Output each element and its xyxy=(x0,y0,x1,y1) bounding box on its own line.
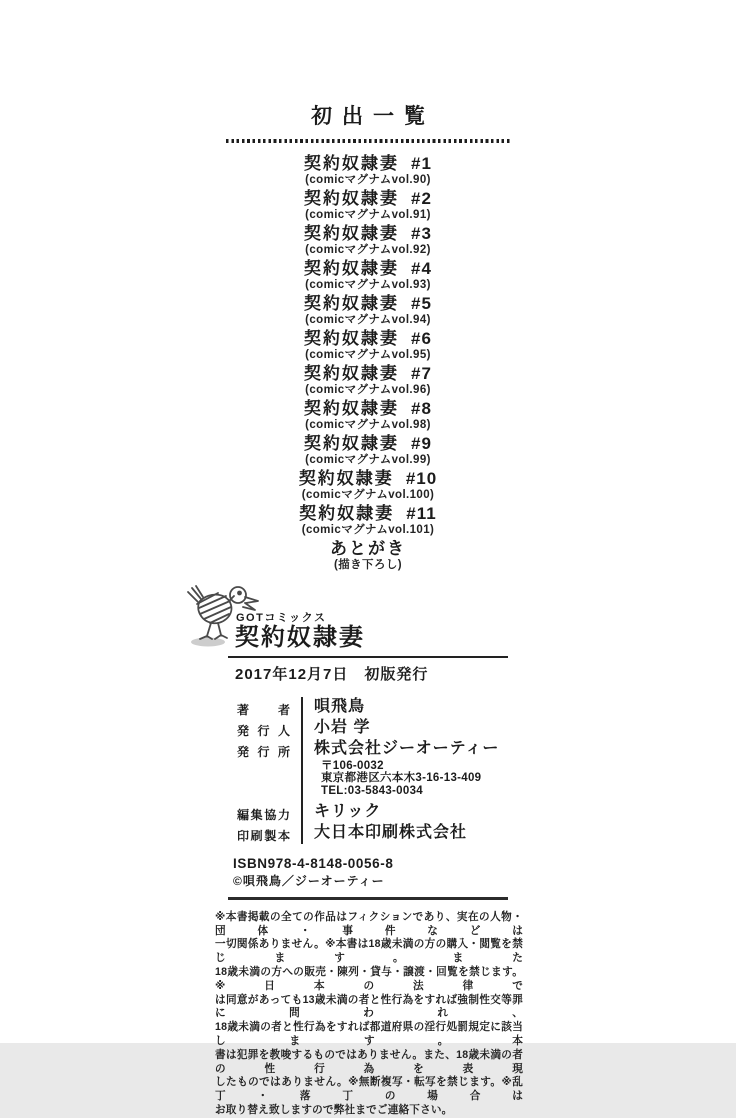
entry-name: あとがき xyxy=(330,538,406,558)
credit-label: 著者 xyxy=(237,703,290,717)
entry-number: #1 xyxy=(411,153,432,173)
entry-title xyxy=(0,189,736,209)
first-publication-list xyxy=(0,104,736,574)
disclaimer-line: 18歳未満の方への販売・陳列・貸与・譲渡・回覧を禁じます。※日本の法律で xyxy=(215,966,523,992)
credit-value-cell xyxy=(301,697,508,718)
credit-value-cell xyxy=(301,718,508,739)
publication-entry xyxy=(0,154,736,189)
entry-number: #10 xyxy=(405,468,438,488)
credit-sub xyxy=(314,760,508,799)
credit-value-cell xyxy=(301,823,508,844)
publication-entry xyxy=(0,539,736,574)
entry-title xyxy=(0,504,736,524)
entry-title xyxy=(0,434,736,454)
isbn: ISBN978-4-8148-0056-8 xyxy=(233,855,394,871)
publication-entries xyxy=(0,154,736,574)
entry-source: (comicマグナムvol.93) xyxy=(305,278,431,291)
entry-number: #5 xyxy=(411,293,432,313)
credit-value: 小岩 学 xyxy=(314,719,371,736)
edition-date: 2017年12月7日 初版発行 xyxy=(235,666,429,683)
disclaimer-line: したものではありません。※無断複写・転写を禁じます。※乱丁・落丁の場合は xyxy=(215,1076,523,1103)
entry-source: (comicマグナムvol.98) xyxy=(305,418,431,431)
publication-entry xyxy=(0,434,736,469)
entry-source: (comicマグナムvol.91) xyxy=(305,208,431,221)
copyright-line: ©唄飛鳥／ジーオーティー xyxy=(233,873,385,888)
disclaimer-line: お取り替え致しますので弊社までご連絡下さい。 xyxy=(215,1104,453,1117)
entry-source: (comicマグナムvol.96) xyxy=(305,383,431,396)
disclaimer-line: 書は犯罪を教唆するものではありません。また、18歳未満の者の性行為を表現 xyxy=(215,1048,523,1075)
publication-entry xyxy=(0,294,736,329)
entry-name: 契約奴隷妻 xyxy=(304,398,400,418)
entry-number: #6 xyxy=(411,328,432,348)
publication-entry xyxy=(0,364,736,399)
entry-number: #9 xyxy=(411,433,432,453)
entry-number: #8 xyxy=(411,398,432,418)
entry-source: (comicマグナムvol.92) xyxy=(305,243,431,256)
entry-name: 契約奴隷妻 xyxy=(304,258,400,278)
disclaimer-line: ※本書掲載の全ての作品はフィクションであり、実在の人物・団体・事件などは xyxy=(215,910,523,937)
disclaimer-line: は同意があっても13歳未満の者と性行為をすれば強制性交等罪に問われ、 xyxy=(215,993,523,1020)
entry-title xyxy=(0,329,736,349)
title-divider xyxy=(228,656,508,658)
entry-source: (comicマグナムvol.95) xyxy=(305,348,431,361)
credit-label: 印刷製本 xyxy=(237,828,290,843)
disclaimer-block xyxy=(215,911,523,1118)
credit-value: 株式会社ジーオーティー xyxy=(314,740,500,757)
entry-name: 契約奴隷妻 xyxy=(304,293,400,313)
entry-name: 契約奴隷妻 xyxy=(299,503,395,523)
entry-title xyxy=(0,224,736,244)
entry-name: 契約奴隷妻 xyxy=(304,223,400,243)
disclaimer-line: 18歳未満の者と性行為をすれば都道府県の淫行処罰規定に該当します。本 xyxy=(215,1021,523,1048)
publication-entry xyxy=(0,189,736,224)
entry-source: (comicマグナムvol.100) xyxy=(301,488,435,501)
page-title: 初出一覧 xyxy=(311,105,435,128)
publication-entry xyxy=(0,399,736,434)
publication-entry xyxy=(0,329,736,364)
colophon xyxy=(215,581,523,1118)
entry-name: 契約奴隷妻 xyxy=(304,153,400,173)
dotted-divider xyxy=(226,139,510,143)
credit-sub-line: TEL:03-5843-0034 xyxy=(321,784,423,797)
entry-title xyxy=(0,364,736,384)
credits-table xyxy=(237,697,508,844)
entry-title xyxy=(0,469,736,489)
credit-value-cell xyxy=(301,739,508,802)
entry-name: 契約奴隷妻 xyxy=(304,363,400,383)
scribble-bird-logo xyxy=(182,581,268,649)
disclaimer-line: 一切関係ありません。※本書は18歳未満の方の購入・閲覧を禁じます。また xyxy=(215,938,523,965)
credit-sub-line: 〒106-0032 xyxy=(321,760,384,772)
entry-name: 契約奴隷妻 xyxy=(304,188,400,208)
entry-title xyxy=(0,259,736,279)
credit-value-cell xyxy=(301,802,508,823)
entry-title xyxy=(0,539,736,559)
credit-label: 発行所 xyxy=(237,745,290,759)
entry-name: 契約奴隷妻 xyxy=(304,328,400,348)
footer-divider xyxy=(228,897,508,900)
imprint-label: GOTコミックス xyxy=(236,612,327,624)
entry-number: #11 xyxy=(406,503,437,523)
entry-title xyxy=(0,154,736,174)
credit-sub-line: 東京都港区六本木3-16-13-409 xyxy=(321,772,482,785)
entry-name: 契約奴隷妻 xyxy=(298,468,394,488)
entry-number: #3 xyxy=(411,223,432,243)
entry-source: (comicマグナムvol.99) xyxy=(305,453,431,466)
entry-number: #2 xyxy=(411,188,432,208)
publication-entry xyxy=(0,259,736,294)
entry-source: (comicマグナムvol.94) xyxy=(305,313,431,326)
publication-entry xyxy=(0,224,736,259)
entry-number: #4 xyxy=(411,258,432,278)
entry-title xyxy=(0,399,736,419)
entry-source: (comicマグナムvol.101) xyxy=(301,523,435,536)
entry-name: 契約奴隷妻 xyxy=(304,433,400,453)
entry-number: #7 xyxy=(411,363,432,383)
credit-value: 大日本印刷株式会社 xyxy=(314,823,468,841)
entry-source: (描き下ろし) xyxy=(334,558,402,571)
book-title: 契約奴隷妻 xyxy=(235,624,365,651)
credit-value: 唄飛鳥 xyxy=(314,698,366,715)
credit-label: 発行人 xyxy=(237,724,290,738)
publication-entry xyxy=(0,504,736,539)
entry-source: (comicマグナムvol.90) xyxy=(305,173,431,186)
publication-entry xyxy=(0,469,736,504)
credit-label: 編集協力 xyxy=(237,807,290,822)
credit-value: キリック xyxy=(314,802,382,820)
entry-title xyxy=(0,294,736,314)
